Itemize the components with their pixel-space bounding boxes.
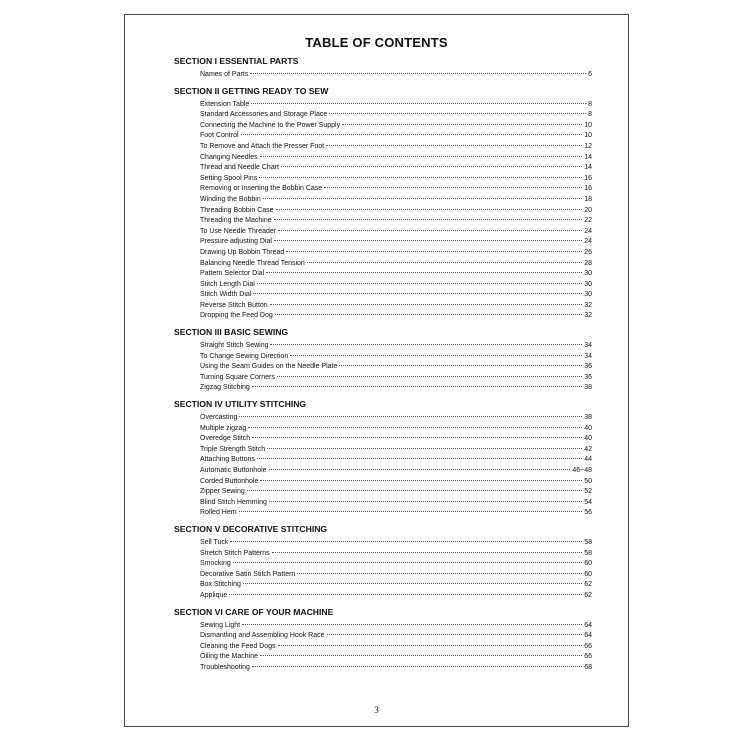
toc-entry-page: 64 — [584, 632, 592, 640]
toc-entry — [200, 301, 592, 312]
toc-entry-page: 30 — [584, 291, 592, 299]
dot-leader — [257, 458, 582, 459]
toc-entry-page: 58 — [584, 549, 592, 557]
dot-leader — [259, 177, 582, 178]
section-heading: SECTION VI CARE OF YOUR MACHINE — [174, 606, 334, 617]
toc-entry — [200, 227, 592, 238]
toc-entry-label: Foot Control — [200, 132, 239, 140]
toc-entry-label: To Use Needle Threader — [200, 227, 277, 235]
dot-leader — [269, 469, 571, 470]
toc-entry-page: 14 — [584, 164, 592, 172]
toc-section — [174, 55, 592, 81]
toc-entry-label: Applique — [200, 591, 228, 599]
toc-entry-page: 26 — [584, 248, 592, 256]
toc-entry — [200, 631, 592, 642]
dot-leader — [276, 209, 583, 210]
toc-entry-page: 32 — [584, 312, 592, 320]
toc-entry-label: Threading the Machine — [200, 217, 272, 225]
toc-entry — [200, 259, 592, 270]
toc-entry-label: Blind Stitch Hemming — [200, 498, 267, 506]
toc-entry-page: 60 — [584, 560, 592, 568]
toc-entry-page: 66 — [584, 642, 592, 650]
dot-leader — [260, 156, 583, 157]
toc-entry — [200, 424, 592, 435]
toc-entry-page: 24 — [584, 227, 592, 235]
dot-leader — [274, 219, 583, 220]
toc-entry-label: Corded Buttonhole — [200, 477, 259, 485]
toc-entry-label: To Remove and Attach the Presser Foot — [200, 142, 325, 150]
toc-entry — [200, 383, 592, 394]
toc-entry — [200, 341, 592, 352]
toc-entry — [200, 206, 592, 217]
dot-leader — [257, 283, 582, 284]
toc-entry-label: Balancing Needle Thread Tension — [200, 259, 305, 267]
toc-entry — [200, 290, 592, 301]
toc-entry-label: Using the Seam Guides on the Needle Plate — [200, 363, 338, 371]
toc-entry-page: 40 — [584, 424, 592, 432]
toc-entry-label: Connecting the Machine to the Power Supply — [200, 121, 341, 129]
toc-entry — [200, 174, 592, 185]
toc-entry — [200, 652, 592, 663]
toc-entry — [200, 477, 592, 488]
dot-leader — [253, 293, 582, 294]
toc-entry-label: Threading Bobbin Case — [200, 206, 274, 214]
dot-leader — [242, 624, 582, 625]
toc-entry-page: 54 — [584, 498, 592, 506]
dot-leader — [342, 124, 582, 125]
toc-entry-label: Pattern Selector Dial — [200, 270, 265, 278]
toc-entry — [200, 280, 592, 291]
dot-leader — [251, 103, 586, 104]
toc-entry-page: 14 — [584, 153, 592, 161]
dot-leader — [260, 655, 582, 656]
toc-entry-label: Extension Table — [200, 100, 250, 108]
toc-entry-page: 40 — [584, 435, 592, 443]
section-heading: SECTION III BASIC SEWING — [174, 327, 289, 338]
toc-entry-page: 46~48 — [572, 467, 592, 474]
toc-entry-label: Pressure adjusting Dial — [200, 238, 272, 246]
dot-leader — [250, 73, 586, 74]
toc-entry-page: 66 — [584, 653, 592, 661]
toc-entry-page: 20 — [584, 206, 592, 214]
dot-leader — [327, 634, 583, 635]
toc-entry — [200, 352, 592, 363]
toc-entry-label: Changing Needles — [200, 153, 258, 161]
toc-entry-label: Attaching Buttons — [200, 456, 255, 464]
toc-entry-label: Sewing Light — [200, 621, 241, 629]
dot-leader — [281, 166, 582, 167]
toc-entry — [200, 362, 592, 373]
toc-entry — [200, 434, 592, 445]
toc-entry — [200, 580, 592, 591]
toc-entry-label: Overcasting — [200, 414, 238, 422]
section-heading: SECTION I ESSENTIAL PARTS — [174, 56, 299, 66]
toc-entry-label: Standard Accessories and Storage Place — [200, 111, 328, 119]
toc-entry — [200, 591, 592, 602]
toc-entry — [200, 100, 592, 111]
toc-entry-label: Cleaning the Feed Dogs — [200, 642, 276, 650]
toc-entry-page: 10 — [584, 121, 592, 129]
toc-entry — [200, 455, 592, 466]
dot-leader — [278, 645, 583, 646]
toc-entry-label: Straight Stitch Sewing — [200, 342, 269, 350]
dot-leader — [270, 344, 582, 345]
dot-leader — [267, 448, 582, 449]
toc-entry-page: 42 — [584, 445, 592, 453]
toc-entry-label: Names of Parts — [200, 71, 249, 78]
dot-leader — [278, 230, 582, 231]
toc-entry — [200, 216, 592, 227]
toc-entry — [200, 237, 592, 248]
toc-entry-page: 12 — [584, 142, 592, 150]
toc-entry-page: 22 — [584, 217, 592, 225]
toc-entry — [200, 559, 592, 570]
toc-entry-label: Decorative Satin Stitch Pattern — [200, 570, 296, 578]
toc-entry — [200, 445, 592, 456]
toc-entry-page: 52 — [584, 488, 592, 496]
toc-entry-page: 32 — [584, 301, 592, 309]
dot-leader — [326, 145, 582, 146]
toc-entry-label: Removing or Inserting the Bobbin Case — [200, 185, 323, 193]
toc-entry-page: 38 — [584, 414, 592, 422]
dot-leader — [272, 552, 583, 553]
toc-entry — [200, 110, 592, 121]
toc-entry — [200, 184, 592, 195]
toc-entry-label: Zipper Sewing — [200, 488, 245, 496]
toc-entry-page: 50 — [584, 477, 592, 485]
toc-entry-page: 60 — [584, 570, 592, 578]
toc-entry-page: 10 — [584, 132, 592, 140]
toc-entry-label: To Change Sewing Direction — [200, 352, 289, 360]
toc-entry — [200, 70, 592, 81]
toc-entry-label: Smocking — [200, 560, 231, 568]
toc-entry — [200, 466, 592, 477]
dot-leader — [297, 573, 582, 574]
toc-entry-label: Stitch Length Dial — [200, 280, 255, 288]
toc-entry-label: Drawing Up Bobbin Thread — [200, 248, 285, 256]
section-heading: SECTION IV UTILITY STITCHING — [174, 399, 307, 410]
dot-leader — [275, 314, 582, 315]
toc-entry-page: 64 — [584, 621, 592, 629]
toc-entry-page: 18 — [584, 195, 592, 203]
toc-entry — [200, 538, 592, 549]
toc-entry-label: Automatic Buttonhole — [200, 467, 267, 474]
toc-entry-label: Oiling the Machine — [200, 653, 258, 661]
document-page — [124, 14, 629, 727]
dot-leader — [274, 240, 582, 241]
toc-entry — [200, 621, 592, 632]
toc-list — [174, 55, 592, 674]
toc-entry-page: 6 — [588, 71, 592, 78]
toc-entry — [200, 508, 592, 519]
toc-entry-page: 30 — [584, 270, 592, 278]
toc-entry-label: Turning Square Corners — [200, 373, 275, 381]
page-number: 3 — [374, 705, 379, 715]
toc-entry-page: 62 — [584, 591, 592, 599]
toc-entry — [200, 121, 592, 132]
toc-section — [174, 85, 592, 322]
toc-entry-page: 44 — [584, 456, 592, 464]
dot-leader — [266, 272, 582, 273]
toc-entry — [200, 413, 592, 424]
toc-entry — [200, 549, 592, 560]
toc-entry-label: Setting Spool Pins — [200, 174, 258, 182]
toc-entry-page: 24 — [584, 238, 592, 246]
toc-entry-label: Box Stitching — [200, 581, 241, 589]
toc-entry-page: 8 — [588, 111, 592, 119]
toc-entry — [200, 142, 592, 153]
toc-entry-page: 28 — [584, 259, 592, 267]
dot-leader — [248, 427, 582, 428]
toc-section — [174, 523, 592, 602]
dot-leader — [230, 541, 582, 542]
dot-leader — [277, 376, 582, 377]
toc-entry-page: 58 — [584, 538, 592, 546]
toc-entry — [200, 195, 592, 206]
dot-leader — [324, 187, 582, 188]
toc-entry-page: 38 — [584, 384, 592, 392]
toc-entry-label: Multiple zigzag — [200, 424, 247, 432]
section-heading: SECTION V DECORATIVE STITCHING — [174, 523, 328, 534]
toc-entry — [200, 373, 592, 384]
dot-leader — [263, 198, 582, 199]
toc-entry-page: 36 — [584, 373, 592, 381]
dot-leader — [286, 251, 582, 252]
dot-leader — [239, 416, 582, 417]
toc-entry-label: Thread and Needle Chart — [200, 164, 279, 172]
toc-entry — [200, 311, 592, 322]
toc-entry-page: 68 — [584, 663, 592, 671]
toc-entry-label: Zigzag Stitching — [200, 384, 250, 392]
dot-leader — [290, 355, 582, 356]
toc-entry — [200, 570, 592, 581]
dot-leader — [252, 437, 582, 438]
dot-leader — [260, 480, 582, 481]
toc-entry-page: 36 — [584, 363, 592, 371]
page-title: TABLE OF CONTENTS — [305, 35, 448, 50]
toc-entry-page: 34 — [584, 342, 592, 350]
dot-leader — [243, 583, 582, 584]
dot-leader — [239, 511, 583, 512]
dot-leader — [270, 304, 583, 305]
toc-entry-label: Stretch Stitch Patterns — [200, 549, 270, 557]
toc-section — [174, 606, 592, 674]
toc-entry — [200, 642, 592, 653]
toc-entry-label: Troubleshooting — [200, 663, 250, 671]
toc-entry-label: Winding the Bobbin — [200, 195, 261, 203]
dot-leader — [269, 501, 582, 502]
toc-entry — [200, 153, 592, 164]
toc-entry — [200, 663, 592, 674]
toc-entry-label: Dismantling and Assembling Hook Race — [200, 632, 325, 640]
toc-entry-page: 16 — [584, 185, 592, 193]
toc-entry-label: Dropping the Feed Dog — [200, 312, 273, 320]
toc-entry-page: 8 — [588, 100, 592, 108]
dot-leader — [307, 262, 582, 263]
toc-entry-page: 62 — [584, 581, 592, 589]
dot-leader — [252, 386, 582, 387]
toc-entry-page: 34 — [584, 352, 592, 360]
toc-section — [174, 326, 592, 394]
dot-leader — [339, 365, 582, 366]
dot-leader — [229, 594, 582, 595]
toc-entry-label: Sell Tuck — [200, 538, 229, 546]
toc-entry-page: 56 — [584, 509, 592, 517]
section-heading: SECTION II GETTING READY TO SEW — [174, 85, 329, 96]
toc-entry-label: Triple Strength Stitch — [200, 445, 266, 453]
toc-entry — [200, 269, 592, 280]
toc-entry-page: 30 — [584, 280, 592, 288]
toc-entry — [200, 248, 592, 259]
toc-entry-label: Overedge Stitch — [200, 435, 251, 443]
toc-entry — [200, 131, 592, 142]
toc-entry-label: Stitch Width Dial — [200, 291, 252, 299]
toc-section — [174, 398, 592, 519]
toc-entry-label: Reverse Stitch Button — [200, 301, 268, 309]
toc-entry-label: Rolled Hem — [200, 509, 237, 517]
dot-leader — [329, 113, 586, 114]
toc-entry — [200, 163, 592, 174]
dot-leader — [252, 666, 582, 667]
toc-entry — [200, 498, 592, 509]
dot-leader — [247, 490, 582, 491]
toc-entry — [200, 487, 592, 498]
dot-leader — [233, 562, 582, 563]
toc-entry-page: 16 — [584, 174, 592, 182]
dot-leader — [241, 134, 583, 135]
